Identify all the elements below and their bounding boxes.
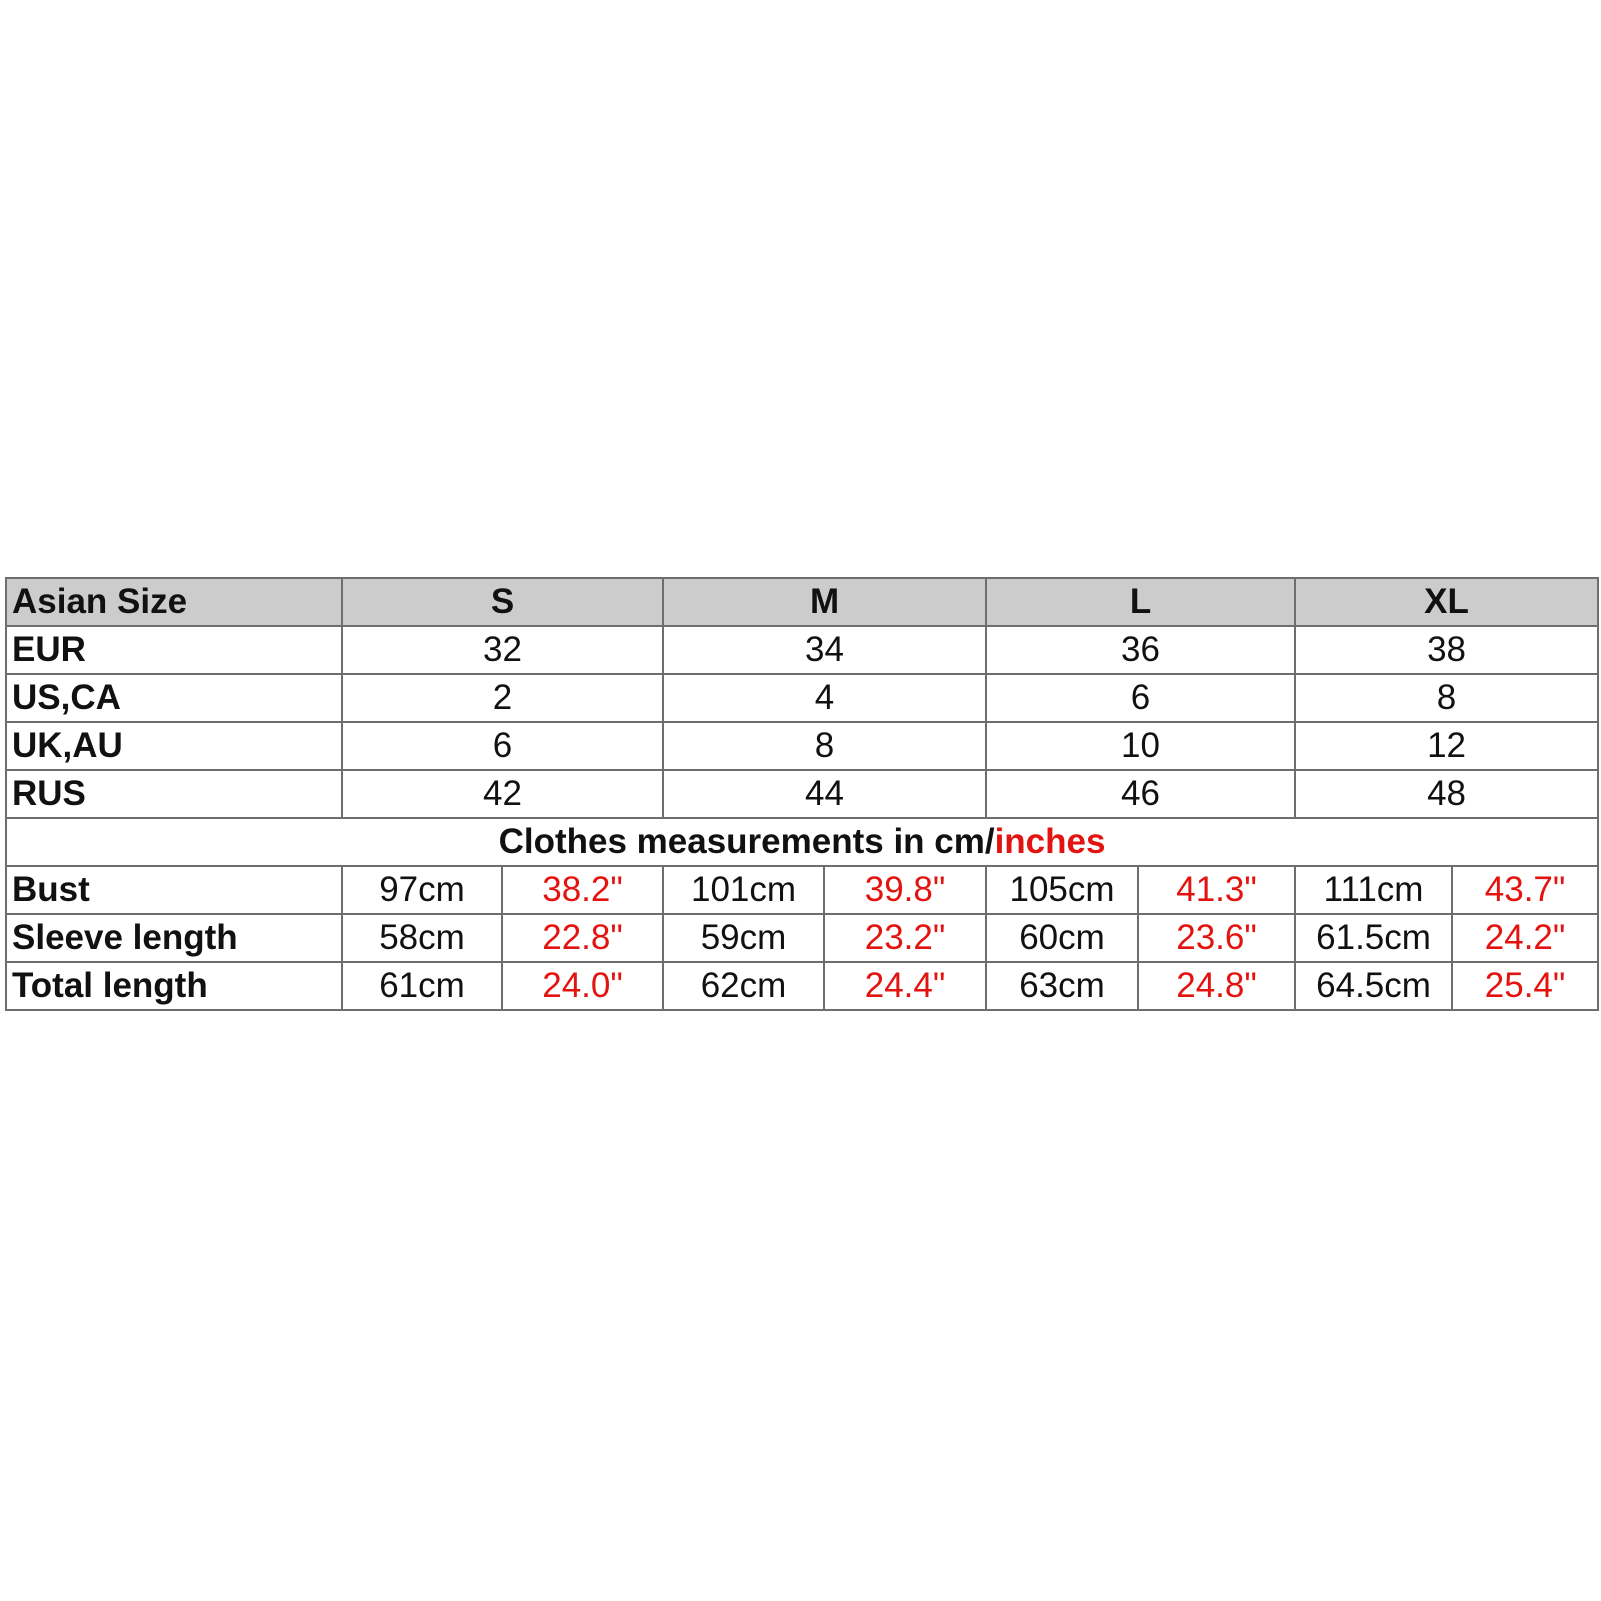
inch-cell: 24.8"	[1138, 962, 1295, 1010]
cm-cell: 61cm	[342, 962, 502, 1010]
row-label: Bust	[6, 866, 342, 914]
table-cell: 42	[342, 770, 663, 818]
table-cell: 44	[663, 770, 986, 818]
size-chart-table	[5, 577, 1599, 1011]
table-cell: 34	[663, 626, 986, 674]
table-cell: 6	[342, 722, 663, 770]
cm-cell: 101cm	[663, 866, 824, 914]
row-label: US,CA	[6, 674, 342, 722]
table-cell: 4	[663, 674, 986, 722]
inch-cell: 25.4"	[1452, 962, 1598, 1010]
row-label: Sleeve length	[6, 914, 342, 962]
table-cell: 38	[1295, 626, 1598, 674]
inch-cell: 24.0"	[502, 962, 663, 1010]
size-header-l: L	[986, 578, 1295, 626]
table-cell: 32	[342, 626, 663, 674]
table-cell: 12	[1295, 722, 1598, 770]
header-row	[6, 578, 1598, 626]
size-row-uk-au	[6, 722, 1598, 770]
cm-cell: 105cm	[986, 866, 1138, 914]
size-header-m: M	[663, 578, 986, 626]
section-heading-accent: inches	[994, 822, 1106, 861]
measure-row-sleeve-length	[6, 914, 1598, 962]
cm-cell: 63cm	[986, 962, 1138, 1010]
row-label: Total length	[6, 962, 342, 1010]
header-label: Asian Size	[6, 578, 342, 626]
section-heading	[6, 818, 1598, 866]
size-header-s: S	[342, 578, 663, 626]
inch-cell: 24.4"	[824, 962, 986, 1010]
inch-cell: 24.2"	[1452, 914, 1598, 962]
row-label: EUR	[6, 626, 342, 674]
inch-cell: 23.2"	[824, 914, 986, 962]
table-cell: 36	[986, 626, 1295, 674]
table-cell: 48	[1295, 770, 1598, 818]
cm-cell: 111cm	[1295, 866, 1452, 914]
cm-cell: 60cm	[986, 914, 1138, 962]
cm-cell: 59cm	[663, 914, 824, 962]
table-cell: 2	[342, 674, 663, 722]
inch-cell: 23.6"	[1138, 914, 1295, 962]
measure-row-bust	[6, 866, 1598, 914]
table-cell: 8	[663, 722, 986, 770]
cm-cell: 58cm	[342, 914, 502, 962]
size-header-xl: XL	[1295, 578, 1598, 626]
inch-cell: 43.7"	[1452, 866, 1598, 914]
inch-cell: 41.3"	[1138, 866, 1295, 914]
inch-cell: 39.8"	[824, 866, 986, 914]
inch-cell: 22.8"	[502, 914, 663, 962]
cm-cell: 64.5cm	[1295, 962, 1452, 1010]
section-heading-prefix: Clothes measurements in cm/	[498, 822, 995, 861]
size-row-rus	[6, 770, 1598, 818]
row-label: RUS	[6, 770, 342, 818]
cm-cell: 97cm	[342, 866, 502, 914]
table-cell: 6	[986, 674, 1295, 722]
table-cell: 46	[986, 770, 1295, 818]
table-cell: 10	[986, 722, 1295, 770]
size-row-us-ca	[6, 674, 1598, 722]
table-cell: 8	[1295, 674, 1598, 722]
size-row-eur	[6, 626, 1598, 674]
cm-cell: 62cm	[663, 962, 824, 1010]
section-row	[6, 818, 1598, 866]
measure-row-total-length	[6, 962, 1598, 1010]
inch-cell: 38.2"	[502, 866, 663, 914]
cm-cell: 61.5cm	[1295, 914, 1452, 962]
row-label: UK,AU	[6, 722, 342, 770]
